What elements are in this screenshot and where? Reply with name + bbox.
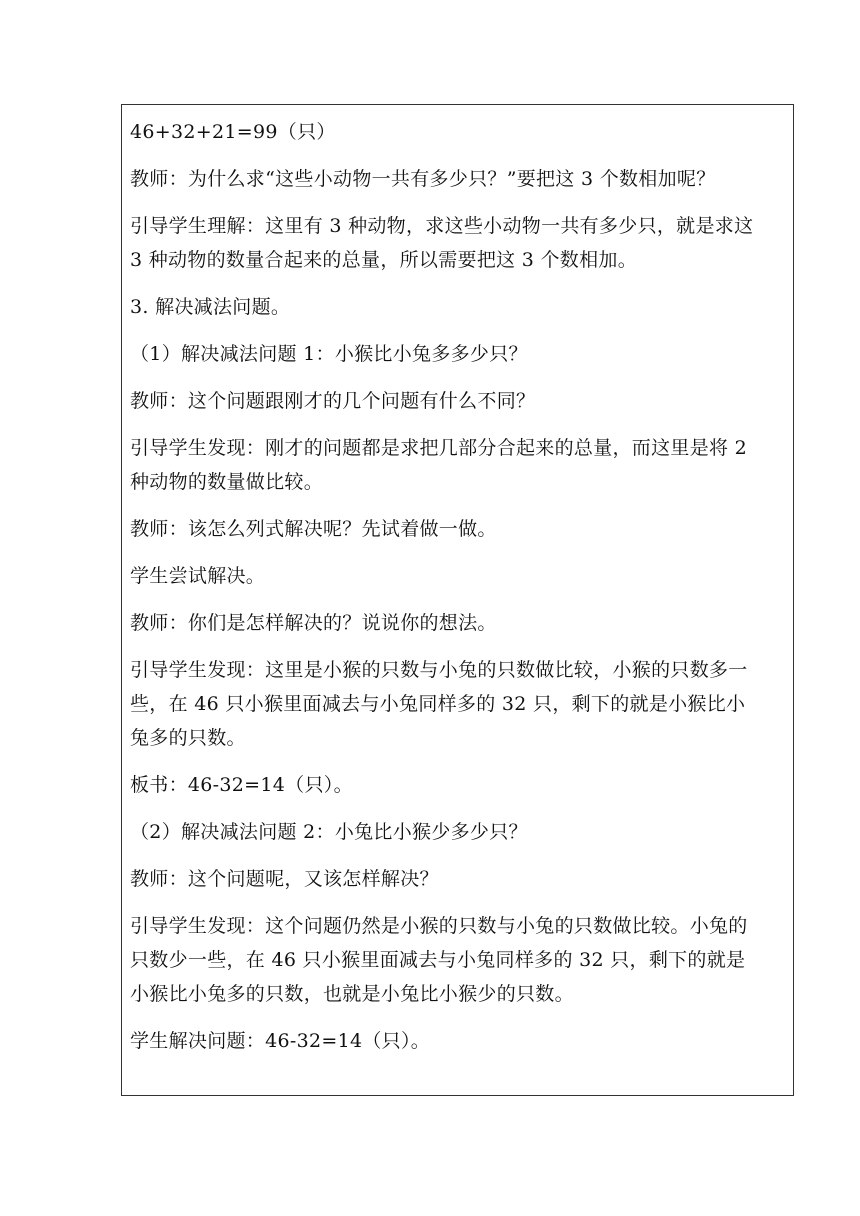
- text-line: 小猴比小兔多的只数，也就是小兔比小猴少的只数。: [130, 983, 574, 1005]
- lesson-text: [130, 115, 790, 1058]
- text-line: 3 种动物的数量合起来的总量，所以需要把这 3 个数相加。: [130, 249, 637, 271]
- text-line: 板书：46-32=14（只）。: [130, 774, 353, 796]
- text-line: 46+32+21=99（只）: [130, 121, 336, 143]
- text-line: 教师：这个问题呢，又该怎样解决？: [130, 868, 439, 890]
- text-line: 些，在 46 只小猴里面减去与小兔同样多的 32 只，剩下的就是小猴比小: [130, 693, 746, 715]
- text-line: 兔多的只数。: [130, 727, 246, 749]
- text-line: 引导学生发现：这里是小猴的只数与小兔的只数做比较，小猴的只数多一: [130, 659, 748, 681]
- text-line: 教师：为什么求“这些小动物一共有多少只？”要把这 3 个数相加呢？: [130, 168, 716, 190]
- text-line: （2）解决减法问题 2：小兔比小猴少多少只？: [130, 821, 528, 843]
- text-line: 引导学生理解：这里有 3 种动物，求这些小动物一共有多少只，就是求这: [130, 215, 754, 237]
- text-line: （1）解决减法问题 1：小猴比小兔多多少只？: [130, 343, 528, 365]
- text-line: 引导学生发现：刚才的问题都是求把几部分合起来的总量，而这里是将 2: [130, 437, 748, 459]
- text-line: 种动物的数量做比较。: [130, 471, 324, 493]
- text-line: 学生解决问题：46-32=14（只）。: [130, 1030, 431, 1052]
- text-line: 教师：这个问题跟刚才的几个问题有什么不同？: [130, 390, 536, 412]
- text-line: 只数少一些，在 46 只小猴里面减去与小兔同样多的 32 只，剩下的就是: [130, 949, 746, 971]
- text-line: 引导学生发现：这个问题仍然是小猴的只数与小兔的只数做比较。小兔的: [130, 915, 748, 937]
- table-cell: [121, 104, 794, 1096]
- text-line: 学生尝试解决。: [130, 565, 266, 587]
- text-line: 3. 解决减法问题。: [130, 296, 291, 318]
- text-line: 教师：你们是怎样解决的？说说你的想法。: [130, 612, 497, 634]
- text-line: 教师：该怎么列式解决呢？先试着做一做。: [130, 518, 497, 540]
